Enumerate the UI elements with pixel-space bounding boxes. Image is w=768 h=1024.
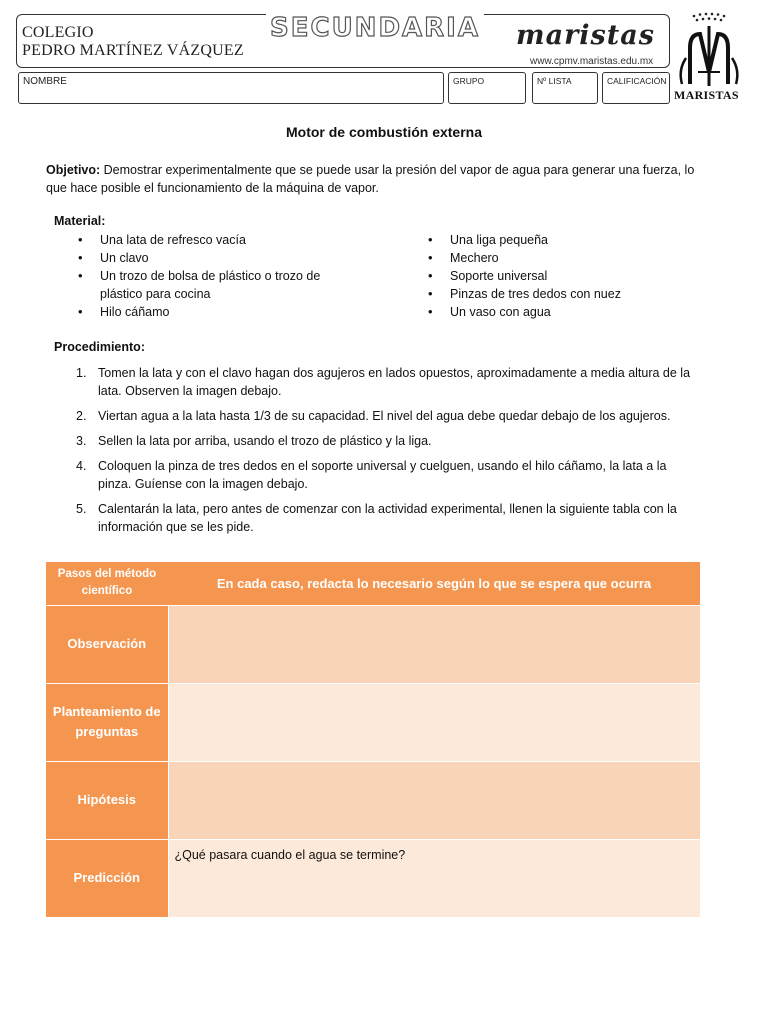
objective-paragraph bbox=[46, 161, 706, 197]
grade-field-label: CALIFICACIÓN bbox=[607, 76, 667, 86]
group-field-label: GRUPO bbox=[453, 76, 485, 86]
name-field[interactable] bbox=[18, 72, 444, 104]
list-number-field-label: Nº LISTA bbox=[537, 76, 572, 86]
step-number: 3. bbox=[76, 434, 87, 448]
school-name bbox=[22, 24, 244, 60]
procedure-step bbox=[76, 407, 702, 425]
scientific-method-table bbox=[46, 562, 700, 917]
step-text: Sellen la lata por arriba, usando el trozo de plástico y la liga. bbox=[98, 434, 432, 448]
answer-cell-preguntas[interactable] bbox=[168, 683, 700, 761]
objective-text: Demostrar experimentalmente que se puede usar la presión del vapor de agua para generar una fuerza, lo que hace posible el funcionamiento de la máquina de vapor. bbox=[46, 163, 695, 195]
row-label-hipotesis: Hipótesis bbox=[46, 761, 168, 839]
procedure-list bbox=[76, 364, 702, 543]
step-text: Coloquen la pinza de tres dedos en el soporte universal y cuelguen, usando el hilo cáñamo, la lata a la pinza. Guíense con la imagen debajo. bbox=[98, 459, 667, 491]
table-header-instructions: En cada caso, redacta lo necesario según lo que se espera que ocurra bbox=[168, 562, 700, 605]
table-row bbox=[46, 839, 700, 917]
school-line-1: COLEGIO bbox=[22, 24, 94, 41]
material-item: • Pinzas de tres dedos con nuez bbox=[426, 285, 706, 303]
step-text: Tomen la lata y con el clavo hagan dos agujeros en lados opuestos, aproximadamente a media altura de la lata. Observen la imagen debajo. bbox=[98, 366, 691, 398]
name-field-label: NOMBRE bbox=[23, 76, 67, 87]
procedure-heading: Procedimiento: bbox=[54, 340, 145, 354]
procedure-step bbox=[76, 457, 702, 493]
logo-wordmark: MARISTAS bbox=[674, 88, 739, 102]
table-row bbox=[46, 683, 700, 761]
answer-cell-observacion[interactable] bbox=[168, 605, 700, 683]
table-row bbox=[46, 761, 700, 839]
grade-field[interactable] bbox=[602, 72, 670, 104]
step-number: 4. bbox=[76, 459, 87, 473]
material-list-right bbox=[426, 231, 706, 321]
answer-cell-hipotesis[interactable] bbox=[168, 761, 700, 839]
row-label-prediccion: Predicción bbox=[46, 839, 168, 917]
procedure-step bbox=[76, 364, 702, 400]
material-item: • Una liga pequeña bbox=[426, 231, 706, 249]
list-number-field[interactable] bbox=[532, 72, 598, 104]
material-item: • Un trozo de bolsa de plástico o trozo de plástico para cocina bbox=[76, 267, 356, 303]
material-item: • Una lata de refresco vacía bbox=[76, 231, 356, 249]
procedure-step bbox=[76, 500, 702, 536]
step-number: 5. bbox=[76, 502, 87, 516]
brand-script: maristas bbox=[516, 20, 655, 51]
school-line-2: PEDRO MARTÍNEZ VÁZQUEZ bbox=[22, 42, 244, 59]
table-header-steps: Pasos del método científico bbox=[46, 562, 168, 605]
material-item: • Mechero bbox=[426, 249, 706, 267]
material-item: • Un clavo bbox=[76, 249, 356, 267]
objective-label: Objetivo: bbox=[46, 163, 101, 177]
material-item: • Soporte universal bbox=[426, 267, 706, 285]
table-header-row bbox=[46, 562, 700, 605]
website-url: www.cpmv.maristas.edu.mx bbox=[530, 56, 654, 67]
procedure-step bbox=[76, 432, 702, 450]
level-title: SECUNDARIA bbox=[266, 12, 484, 44]
answer-cell-prediccion[interactable]: ¿Qué pasara cuando el agua se termine? bbox=[168, 839, 700, 917]
step-text: Calentarán la lata, pero antes de comenzar con la actividad experimental, llenen la siguiente tabla con la información que se les pide. bbox=[98, 502, 677, 534]
page-title: Motor de combustión externa bbox=[285, 124, 483, 140]
material-item: • Hilo cáñamo bbox=[76, 303, 356, 321]
group-field[interactable] bbox=[448, 72, 526, 104]
material-heading: Material: bbox=[54, 214, 106, 228]
step-number: 2. bbox=[76, 409, 87, 423]
step-number: 1. bbox=[76, 366, 87, 380]
row-label-observacion: Observación bbox=[46, 605, 168, 683]
table-row bbox=[46, 605, 700, 683]
material-item: • Un vaso con agua bbox=[426, 303, 706, 321]
material-list-left bbox=[76, 231, 356, 321]
row-label-preguntas: Planteamiento de preguntas bbox=[46, 683, 168, 761]
step-text: Viertan agua a la lata hasta 1/3 de su capacidad. El nivel del agua debe quedar debajo de los agujeros. bbox=[98, 409, 671, 423]
